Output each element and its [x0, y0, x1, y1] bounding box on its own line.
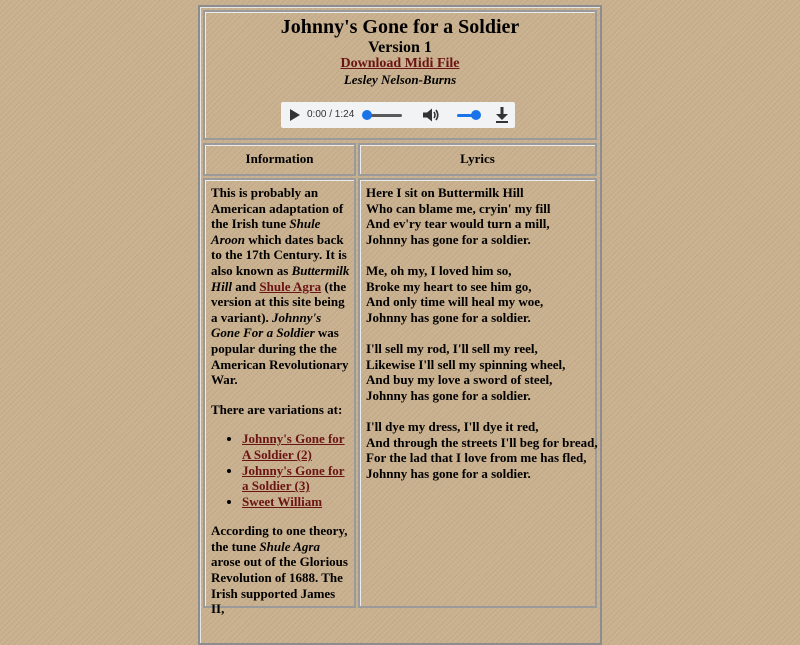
page-title: Johnny's Gone for a Soldier	[280, 16, 520, 38]
lyric-line: Here I sit on Buttermilk Hill	[366, 185, 524, 200]
info-italic-term: Shule Agra	[259, 538, 320, 554]
info-text-span: and	[231, 278, 260, 294]
info-italic-term: Johnny's Gone For a Soldier	[211, 309, 322, 341]
lyric-line: Johnny has gone for a soldier.	[366, 231, 531, 247]
list-item	[242, 494, 351, 510]
info-text-span: was popular during the the American Revolutionary War.	[211, 325, 349, 388]
lyrics-stanza	[366, 263, 596, 325]
lyric-line: And only time will heal my woe,	[366, 294, 544, 310]
lyric-line: And through the streets I'll beg for bread,	[366, 434, 598, 450]
variations-list	[211, 431, 351, 509]
audio-player	[281, 102, 515, 128]
lyric-line: And buy my love a sword of steel,	[366, 372, 553, 388]
lyrics-stanza	[366, 185, 596, 247]
lyric-line: Johnny has gone for a soldier.	[366, 309, 531, 325]
info-italic-term: Shule Aroon	[211, 216, 321, 247]
sweet-william-link[interactable]: Sweet William	[242, 493, 323, 509]
lyric-line: Johnny has gone for a soldier.	[366, 465, 531, 481]
download-icon[interactable]	[495, 107, 509, 123]
lyrics-stanza	[366, 419, 596, 481]
lyric-line: Who can blame me, cryin' my fill	[366, 200, 551, 216]
lyric-line: Johnny has gone for a soldier.	[366, 387, 531, 403]
info-text	[211, 185, 351, 631]
variations-label: There are variations at:	[211, 401, 343, 417]
lyric-line: And ev'ry tear would turn a mill,	[366, 216, 550, 232]
shule-agra-link[interactable]: Shule Agra	[259, 278, 322, 294]
version-label: Version 1	[368, 39, 432, 56]
download-midi-link[interactable]: Download Midi File	[340, 56, 460, 71]
lyric-line: Broke my heart to see him go,	[366, 278, 532, 294]
info-text-span: This is probably an American adaptation of the Irish tune	[211, 185, 344, 232]
list-item	[242, 463, 351, 494]
variation-link-2[interactable]: Johnny's Gone for A Soldier (2)	[242, 431, 345, 462]
info-italic-term: Buttermilk Hill	[211, 262, 350, 294]
lyrics-stanza	[366, 341, 596, 403]
lyrics-column-header: Lyrics	[460, 151, 495, 166]
list-item	[242, 431, 351, 462]
info-text-span: arose out of the Glorious Revolution of 1688. The Irish supported James II,	[211, 554, 348, 617]
info-paragraph-1	[211, 185, 351, 388]
lyric-line: I'll dye my dress, I'll dye it red,	[366, 418, 539, 434]
volume-icon[interactable]	[422, 108, 440, 122]
lyric-line: I'll sell my rod, I'll sell my reel,	[366, 340, 538, 356]
info-text-span: According to one theory, the tune	[211, 523, 348, 554]
lyric-line: For the lad that I love from me has fled,	[366, 450, 587, 466]
lyric-line: Likewise I'll sell my spinning wheel,	[366, 356, 566, 372]
volume-handle[interactable]	[471, 110, 481, 120]
lyrics-text	[366, 185, 596, 497]
info-text-span: which dates back to the 17th Century. It is also known as	[211, 231, 347, 278]
seek-handle[interactable]	[362, 110, 372, 120]
info-text-span: (the version at this site being a variant).	[211, 278, 347, 325]
author-name: Lesley Nelson-Burns	[343, 72, 457, 87]
player-time: 0:00 / 1:24	[307, 109, 355, 120]
info-paragraph-3	[211, 523, 351, 617]
midi-link-wrapper	[203, 56, 597, 72]
play-icon[interactable]	[290, 109, 300, 121]
lyric-line: Me, oh my, I loved him so,	[366, 262, 512, 278]
info-column-header: Information	[245, 151, 314, 166]
variation-link-3[interactable]: Johnny's Gone for a Soldier (3)	[242, 462, 345, 494]
